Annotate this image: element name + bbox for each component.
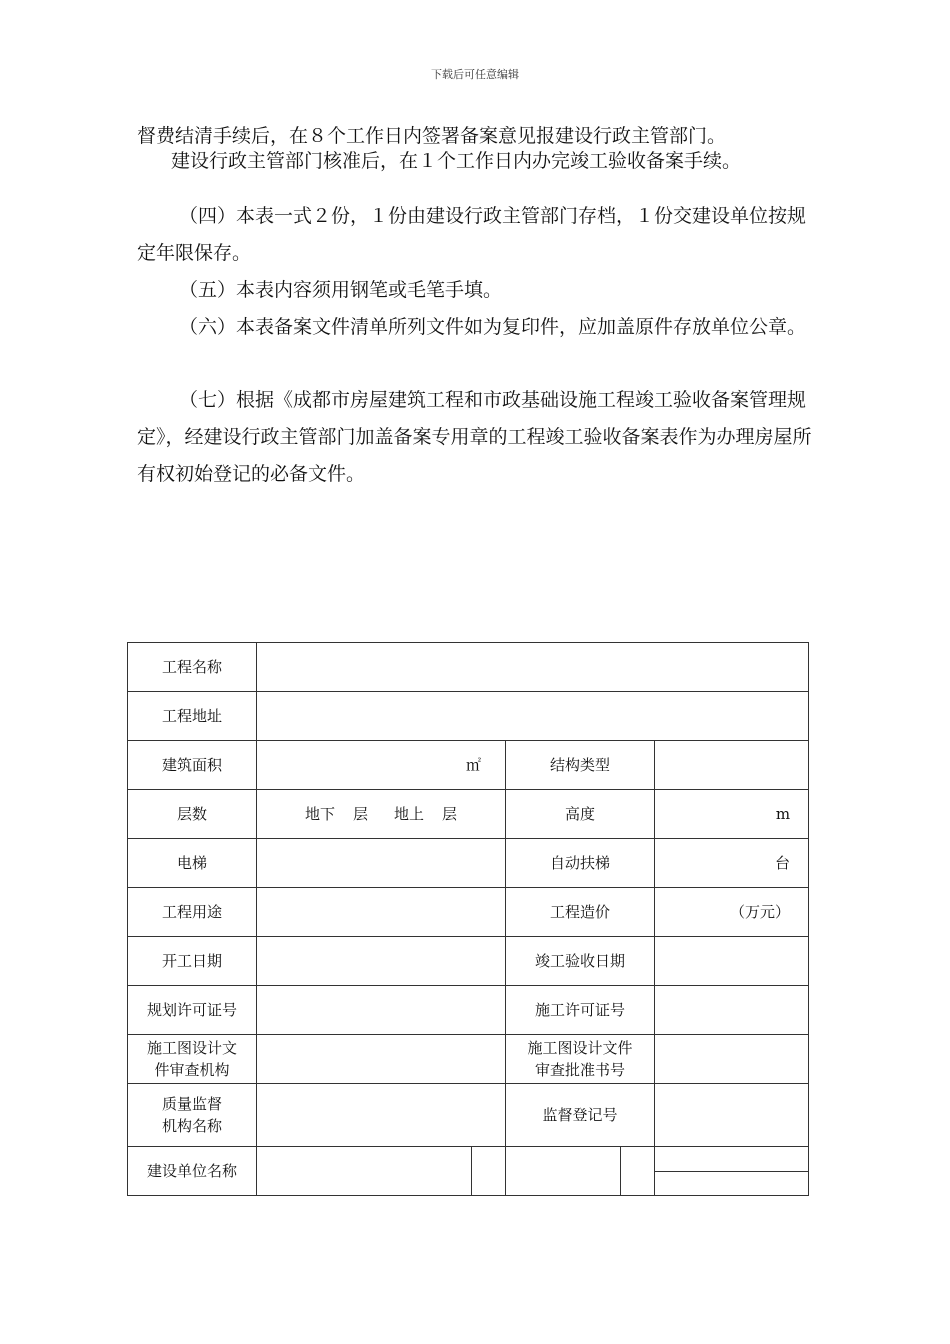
row-quality <box>128 1084 809 1147</box>
field-design-review-cert[interactable] <box>655 1035 809 1084</box>
paragraph-item-4: （四）本表一式２份，１份由建设行政主管部门存档，１份交建设单位按规定年限保存。 <box>137 205 807 264</box>
paragraph-approval: 建设行政主管部门核准后，在１个工作日内办完竣工验收备案手续。 <box>171 150 742 172</box>
field-building-area[interactable] <box>257 741 506 790</box>
row-project-address <box>128 692 809 741</box>
label-owner-name: 建设单位名称 <box>128 1147 257 1196</box>
paragraph-item-5: （五）本表内容须用钢笔或毛笔手填。 <box>179 279 503 301</box>
label-design-review-cert <box>506 1035 655 1084</box>
design-review-org-line-2: 件审查机构 <box>154 1061 230 1079</box>
field-quality-org[interactable] <box>257 1084 506 1147</box>
field-owner-name[interactable] <box>257 1147 472 1196</box>
field-structure-type[interactable] <box>655 741 809 790</box>
label-construction-permit: 施工许可证号 <box>506 986 655 1035</box>
filing-form-table <box>127 642 809 1196</box>
paragraph-item-6: （六）本表备案文件清单所列文件如为复印件，应加盖原件存放单位公章。 <box>179 316 807 338</box>
row-usage <box>128 888 809 937</box>
field-owner-split[interactable] <box>655 1147 809 1196</box>
label-escalator: 自动扶梯 <box>506 839 655 888</box>
field-height[interactable] <box>655 790 809 839</box>
underground-label: 地下 <box>304 805 335 823</box>
escalator-unit: 台 <box>775 854 791 872</box>
field-owner-split-top[interactable] <box>655 1148 808 1172</box>
label-design-review-org <box>128 1035 257 1084</box>
row-project-name <box>128 643 809 692</box>
field-owner-split-bottom[interactable] <box>655 1172 808 1195</box>
field-completion-date[interactable] <box>655 937 809 986</box>
cost-unit: （万元） <box>730 903 791 921</box>
field-project-address[interactable] <box>257 692 809 741</box>
quality-org-line-1: 质量监督 <box>161 1095 222 1113</box>
field-cost[interactable] <box>655 888 809 937</box>
row-permits <box>128 986 809 1035</box>
field-design-review-org[interactable] <box>257 1035 506 1084</box>
field-start-date[interactable] <box>257 937 506 986</box>
label-completion-date: 竣工验收日期 <box>506 937 655 986</box>
row-floors <box>128 790 809 839</box>
field-project-name[interactable] <box>257 643 809 692</box>
row-area <box>128 741 809 790</box>
paragraph-item-7: （七）根据《成都市房屋建筑工程和市政基础设施工程竣工验收备案管理规定》，经建设行政主管部门加盖备案专用章的工程竣工验收备案表作为办理房屋所有权初始登记的必备文件。 <box>137 389 812 485</box>
row-elevator <box>128 839 809 888</box>
label-height: 高度 <box>506 790 655 839</box>
field-owner-extra-2[interactable] <box>506 1147 621 1196</box>
area-unit: ㎡ <box>465 756 481 774</box>
field-construction-permit[interactable] <box>655 986 809 1035</box>
row-design-review <box>128 1035 809 1084</box>
above-ground-label: 地上 <box>394 805 425 823</box>
field-elevator[interactable] <box>257 839 506 888</box>
label-start-date: 开工日期 <box>128 937 257 986</box>
design-review-org-line-1: 施工图设计文 <box>146 1039 237 1057</box>
field-usage[interactable] <box>257 888 506 937</box>
underground-unit: 层 <box>352 805 368 823</box>
row-dates <box>128 937 809 986</box>
header-note: 下载后可任意编辑 <box>431 68 519 81</box>
row-owner <box>128 1147 809 1196</box>
field-floors[interactable] <box>257 790 506 839</box>
design-review-cert-line-2: 审查批准书号 <box>534 1061 625 1079</box>
label-cost: 工程造价 <box>506 888 655 937</box>
above-ground-unit: 层 <box>442 805 458 823</box>
paragraph-continuation: 督费结清手续后，在８个工作日内签署备案意见报建设行政主管部门。 <box>137 125 727 147</box>
label-supervision-reg: 监督登记号 <box>506 1084 655 1147</box>
label-building-area: 建筑面积 <box>128 741 257 790</box>
label-project-name: 工程名称 <box>128 643 257 692</box>
field-supervision-reg[interactable] <box>655 1084 809 1147</box>
label-floors: 层数 <box>128 790 257 839</box>
label-structure-type: 结构类型 <box>506 741 655 790</box>
field-planning-permit[interactable] <box>257 986 506 1035</box>
field-escalator[interactable] <box>655 839 809 888</box>
label-elevator: 电梯 <box>128 839 257 888</box>
label-usage: 工程用途 <box>128 888 257 937</box>
label-planning-permit: 规划许可证号 <box>128 986 257 1035</box>
label-project-address: 工程地址 <box>128 692 257 741</box>
design-review-cert-line-1: 施工图设计文件 <box>527 1039 633 1057</box>
quality-org-line-2: 机构名称 <box>161 1117 222 1135</box>
field-owner-extra-3[interactable] <box>621 1147 655 1196</box>
height-unit: m <box>775 805 791 823</box>
label-quality-org <box>128 1084 257 1147</box>
field-owner-extra-1[interactable] <box>472 1147 506 1196</box>
